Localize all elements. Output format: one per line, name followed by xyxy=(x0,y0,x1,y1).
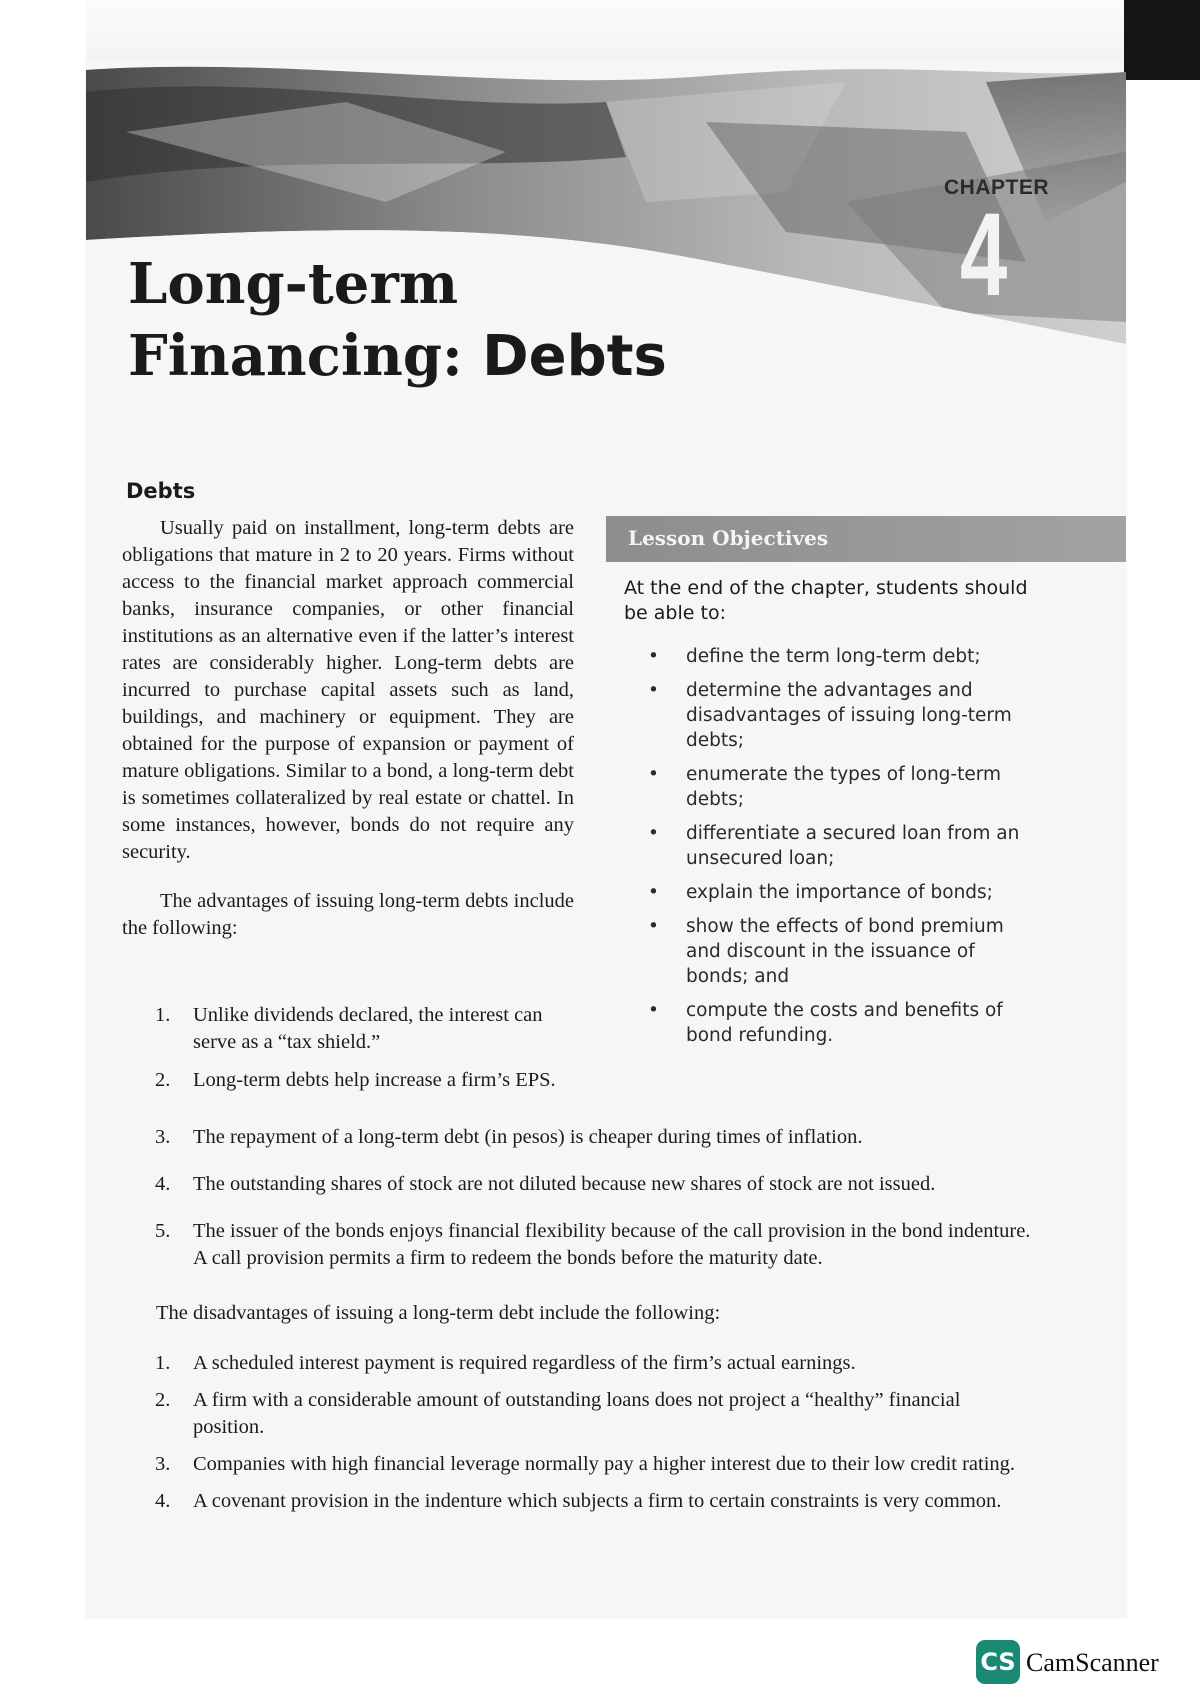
section-heading-debts: Debts xyxy=(126,479,196,503)
title-word-financing: Financing: xyxy=(128,323,463,389)
item-number: 5. xyxy=(155,1220,171,1242)
list-item xyxy=(155,1488,1035,1515)
list-item xyxy=(648,880,1028,905)
objective-text: differentiate a secured loan from an unsecured loan; xyxy=(686,823,1020,869)
list-item xyxy=(648,998,1028,1048)
disadvantages-intro: The disadvantages of issuing a long-term debt include the following: xyxy=(156,1302,721,1324)
advantages-list-b xyxy=(155,1124,1035,1272)
chapter-label: CHAPTER xyxy=(944,176,1050,199)
bullet: • xyxy=(648,680,659,701)
advantage-text: Long-term debts help increase a firm’s EPS. xyxy=(193,1069,556,1091)
bullet: • xyxy=(648,823,659,844)
chapter-number: 4 xyxy=(960,189,1008,321)
disadvantage-text: Companies with high financial leverage normally pay a higher interest due to their low credit rating. xyxy=(193,1453,1016,1475)
list-item xyxy=(155,1124,1035,1151)
objective-text: show the effects of bond premium and discount in the issuance of bonds; and xyxy=(686,916,1004,987)
advantage-text: Unlike dividends declared, the interest can serve as a “tax shield.” xyxy=(193,1004,543,1053)
debts-paragraph-1: Usually paid on installment, long-term debts are obligations that mature in 2 to 20 years. Firms without access to the financial market approach commercial banks, insurance companies, or other financial institutions as an alternative even if the latter’s interest rates are considerably higher. Long-term debts are incurred to purchase capital assets such as land, buildings, and machinery or equipment. They are obtained for the purpose of expansion or payment of mature obligations. Similar to a bond, a long-term debt is sometimes collateralized by real estate or chattel. In some instances, however, bonds do not require any security. xyxy=(122,517,574,863)
objective-text: determine the advantages and disadvantages of issuing long-term debts; xyxy=(686,680,1012,751)
objective-text: compute the costs and benefits of bond refunding. xyxy=(686,1000,1003,1046)
list-item xyxy=(155,1451,1035,1478)
title-line-1: Long-term xyxy=(128,251,459,317)
page-title xyxy=(128,248,667,393)
advantage-text: The issuer of the bonds enjoys financial flexibility because of the call provision in the bond indenture. A call provision permits a firm to redeem the bonds before the maturity date. xyxy=(193,1220,1031,1269)
item-number: 1. xyxy=(155,1004,171,1026)
list-item xyxy=(155,1387,1035,1441)
item-number: 2. xyxy=(155,1069,171,1091)
disadvantages-list xyxy=(155,1350,1035,1515)
list-item xyxy=(648,821,1028,871)
item-number: 4. xyxy=(155,1173,171,1195)
camscanner-watermark-text: CamScanner xyxy=(1026,1648,1159,1677)
list-item xyxy=(155,1218,1035,1272)
disadvantage-text: A covenant provision in the indenture which subjects a firm to certain constraints is very common. xyxy=(193,1490,1002,1512)
disadvantage-text: A scheduled interest payment is required regardless of the firm’s actual earnings. xyxy=(193,1352,856,1374)
list-item xyxy=(648,644,1028,669)
disadvantage-text: A firm with a considerable amount of outstanding loans does not project a “healthy” financial position. xyxy=(193,1389,961,1438)
advantage-text: The outstanding shares of stock are not diluted because new shares of stock are not issued. xyxy=(193,1173,936,1195)
objectives-intro: At the end of the chapter, students should be able to: xyxy=(624,577,1028,624)
advantages-list-a xyxy=(155,1002,575,1094)
debts-section xyxy=(122,479,574,942)
list-item xyxy=(155,1350,1035,1377)
bullet: • xyxy=(648,916,659,937)
objectives-title: Lesson Objectives xyxy=(628,526,829,550)
bullet: • xyxy=(648,646,659,667)
bullet: • xyxy=(648,764,659,785)
objectives-list xyxy=(648,644,1028,1057)
camscanner-logo-icon: CS xyxy=(976,1640,1020,1684)
list-item xyxy=(155,1002,575,1056)
bullet: • xyxy=(648,1000,659,1021)
item-number: 3. xyxy=(155,1453,171,1475)
list-item xyxy=(648,762,1028,812)
advantages-intro: The advantages of issuing long-term debts include the following: xyxy=(122,890,574,939)
item-number: 2. xyxy=(155,1389,171,1411)
title-word-debts: Debts xyxy=(462,324,667,389)
item-number: 4. xyxy=(155,1490,171,1512)
objective-text: define the term long-term debt; xyxy=(686,646,981,667)
bullet: • xyxy=(648,882,659,903)
list-item xyxy=(648,914,1028,989)
item-number: 1. xyxy=(155,1352,171,1374)
item-number: 3. xyxy=(155,1126,171,1148)
objective-text: explain the importance of bonds; xyxy=(686,882,993,903)
objective-text: enumerate the types of long-term debts; xyxy=(686,764,1002,810)
list-item xyxy=(648,678,1028,753)
scan-edge-shadow xyxy=(1124,0,1200,80)
list-item xyxy=(155,1067,575,1094)
list-item xyxy=(155,1171,1035,1198)
title-line-2 xyxy=(128,320,667,393)
advantage-text: The repayment of a long-term debt (in pesos) is cheaper during times of inflation. xyxy=(193,1126,863,1148)
